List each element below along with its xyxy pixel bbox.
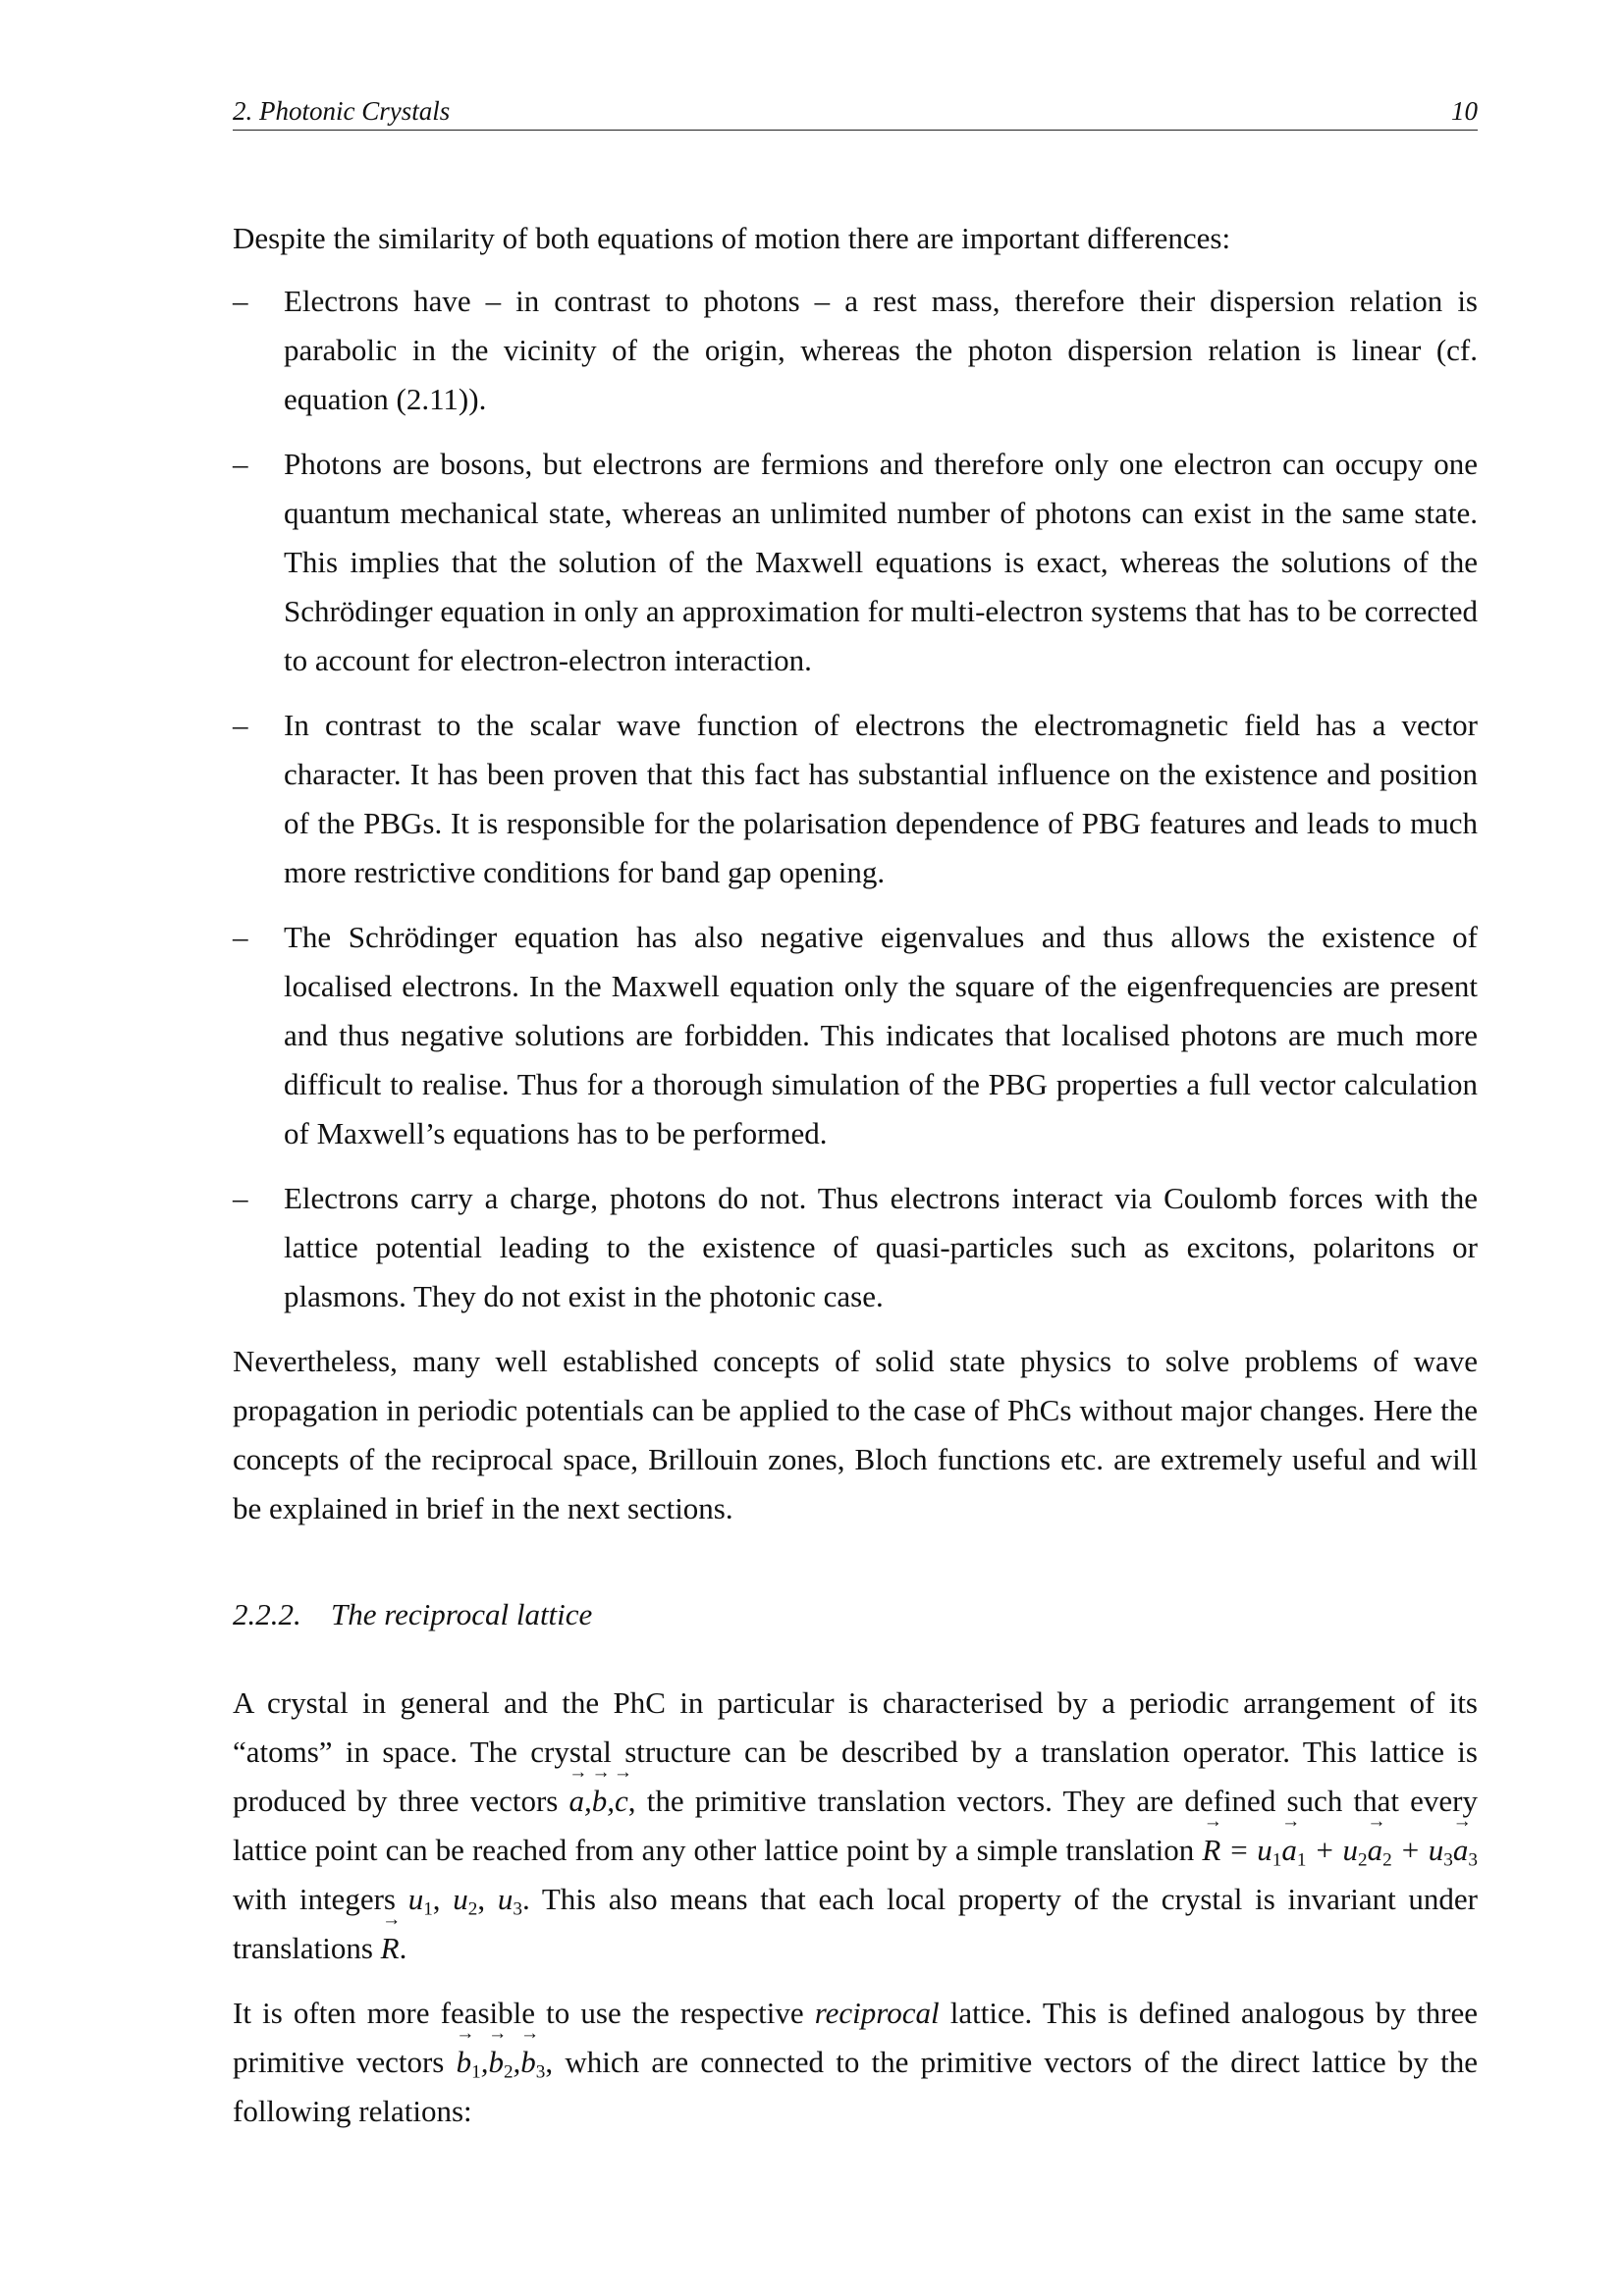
lattice-paragraph — [233, 1679, 1478, 1973]
reciprocal-paragraph — [233, 1989, 1478, 2136]
list-item — [233, 1174, 1478, 1321]
reciprocal-emphasis: reciprocal — [814, 1996, 940, 2030]
list-item-text: In contrast to the scalar wave function of electrons the electromagnetic field has a vector character. It has been proven that this fact has substantial influence on the existence and position of the PBGs. It is responsible for the polarisation dependence of PBG features and leads to much more restrictive conditions for band gap opening. — [284, 708, 1478, 889]
reciprocal-text-3: , which are connected to the primitive vectors of the direct lattice by the following relations: — [233, 2045, 1479, 2128]
list-item — [233, 913, 1478, 1158]
section-number: 2.2.2. — [233, 1597, 301, 1631]
lattice-text-1: A crystal in general and the PhC in particular is characterised by a periodic arrangement of its “atoms” in space. The crystal structure can be described by a translation operator. This lattice is produced by three vectors — [233, 1685, 1478, 1818]
list-item-text: Electrons have – in contrast to photons – a rest mass, therefore their dispersion relation is parabolic in the vicinity of the origin, whereas the photon dispersion relation is linear (cf. equation (2.11)). — [284, 284, 1478, 416]
bullet-dash: – — [233, 708, 248, 742]
intro-paragraph: Despite the similarity of both equations of motion there are important differences: — [233, 221, 1231, 255]
bullet-dash: – — [233, 284, 248, 318]
integer-symbols: $u_1$, $u_2$, $u_3$ — [407, 1882, 522, 1920]
header-page-number: 10 — [1451, 96, 1478, 126]
translation-vector-equation: → $R = u_1\to a_1 + u_2\to a_2 + u_3\to a_3$ — [1202, 1833, 1478, 1867]
running-header — [233, 94, 1478, 131]
list-item-text: The Schrödinger equation has also negative eigenvalues and thus allows the existence of localised electrons. In the Maxwell equation only the square of the eigenfrequencies are present and thus negative solutions are forbidden. This indicates that localised photons are much more difficult to realise. Thus for a thorough simulation of the PBG properties a full vector calculation of Maxwell’s equations has to be performed. — [284, 920, 1478, 1150]
list-item-text: Electrons carry a charge, photons do not. Thus electrons interact via Coulomb forces with the lattice potential leading to the existence of quasi-particles such as excitons, polaritons or plasmons. They do not exist in the photonic case. — [284, 1181, 1478, 1313]
list-item — [233, 440, 1478, 685]
list-item — [233, 701, 1478, 897]
reciprocal-text-1: It is often more feasible to use the respective — [233, 1996, 815, 2030]
lattice-text-4: . This also means that each local property of the crystal is invariant under translations — [233, 1882, 1478, 1965]
bullet-dash: – — [233, 447, 248, 481]
reciprocal-text-2: lattice. This is defined analogous by three primitive vectors — [233, 1996, 1478, 2079]
lattice-text-3: with integers — [233, 1882, 408, 1916]
body-text — [233, 214, 1478, 2136]
header-chapter-title: 2. Photonic Crystals — [233, 96, 451, 126]
section-heading — [233, 1590, 1478, 1639]
lattice-text-2: , the primitive translation vectors. They are defined such that every lattice point can be reached from any other lattice point by a simple translation — [233, 1784, 1478, 1867]
bullet-dash: – — [233, 920, 248, 954]
primitive-vectors-abc: → a,→ b,→ c — [569, 1784, 628, 1818]
section-title: The reciprocal lattice — [331, 1597, 593, 1631]
lattice-text-5: . — [399, 1931, 407, 1965]
list-item — [233, 277, 1478, 424]
translation-vector-symbol: → R — [381, 1931, 400, 1965]
list-item-text: Photons are bosons, but electrons are fermions and therefore only one electron can occupy one quantum mechanical state, whereas an unlimited number of photons can exist in the same state. This implies that the solution of the Maxwell equations is exact, whereas the solutions of the Schrödinger equation in only an approximation for multi-electron systems that has to be corrected to account for electron-electron interaction. — [284, 447, 1478, 677]
nevertheless-paragraph: Nevertheless, many well established concepts of solid state physics to solve problems of wave propagation in periodic potentials can be applied to the case of PhCs without major changes. Here the concepts of the reciprocal space, Brillouin zones, Bloch functions etc. are extremely useful and will be explained in brief in the next sections. — [233, 1344, 1478, 1525]
reciprocal-primitive-vectors: → $b_1,\to b_2,\to b_3$ — [457, 2045, 546, 2079]
bullet-dash: – — [233, 1181, 248, 1215]
differences-list — [233, 277, 1478, 1321]
